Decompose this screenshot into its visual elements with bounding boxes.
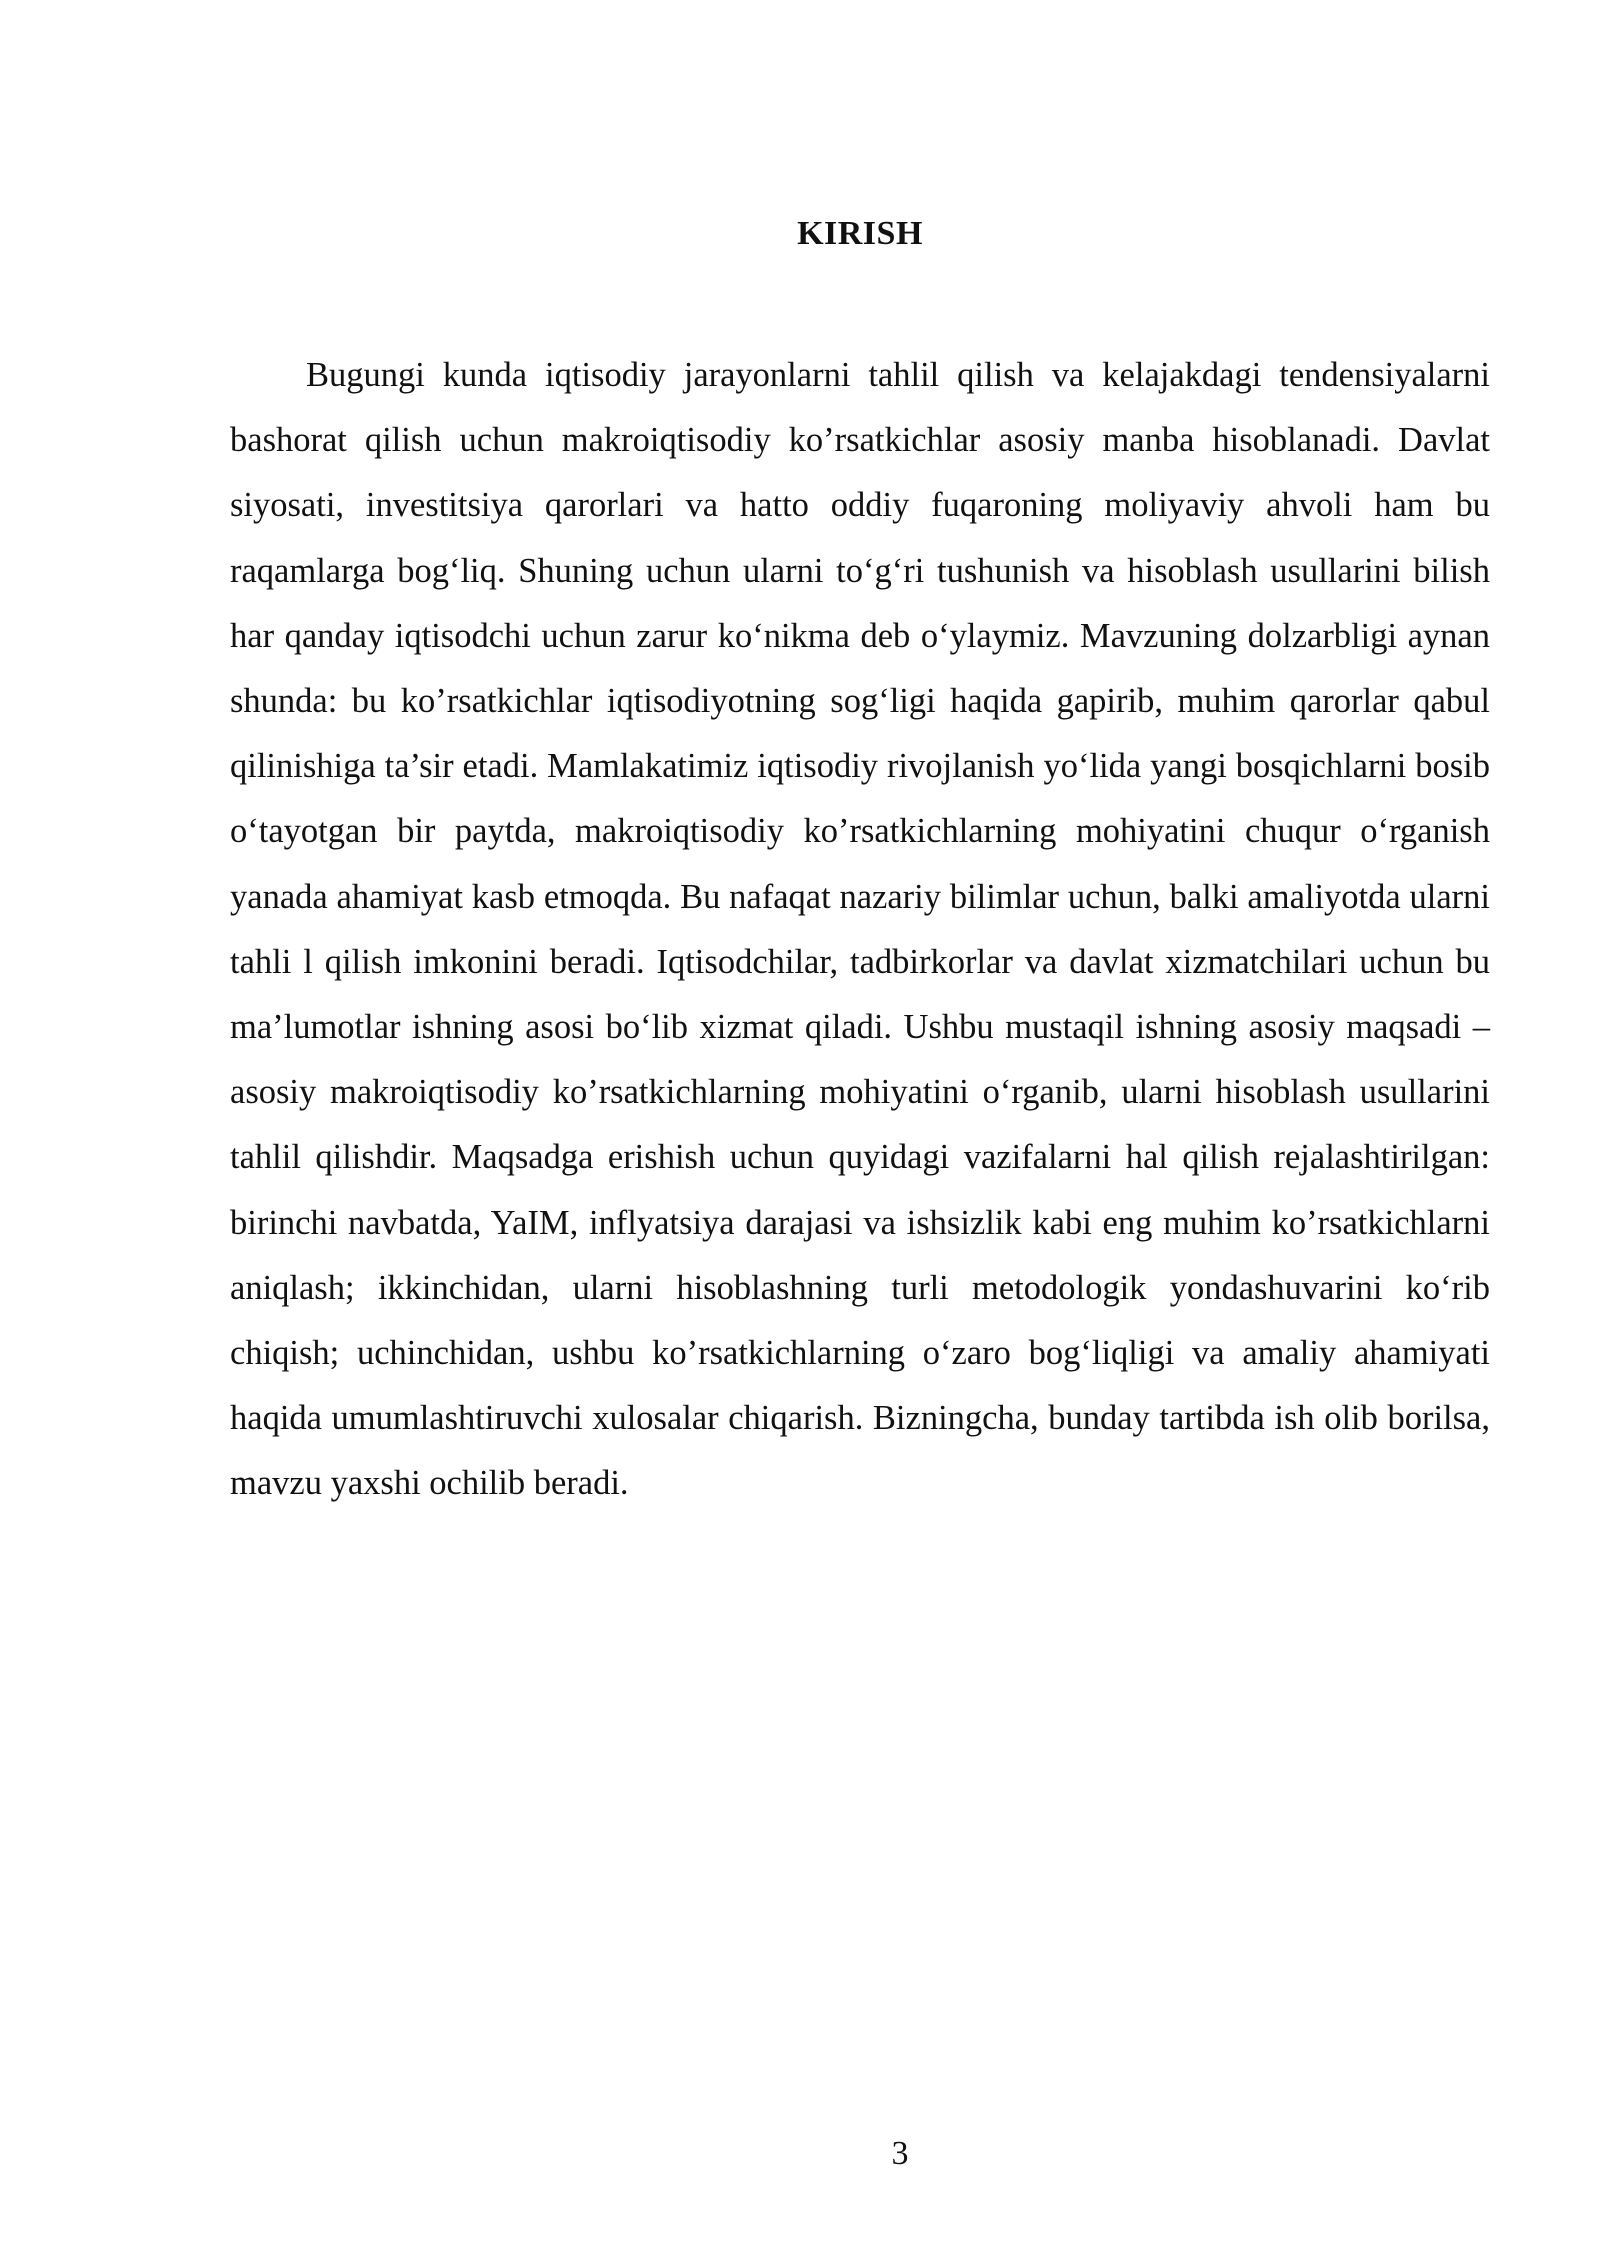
section-heading: KIRISH [797,215,923,252]
page-number: 3 [891,2135,909,2172]
introduction-paragraph: Bugungi kunda iqtisodiy jarayonlarni tahlil qilish va kelajakdagi tendensiyalarni bashorat qilish uchun makroiqtisodiy ko’rsatkichlar asosiy manba hisoblanadi. Davlat siyosati, investitsiya qarorlari va hatto oddiy fuqaroning moliyaviy ahvoli ham bu raqamlarga bog‘liq. Shuning uchun ularni to‘g‘ri tushunish va hisoblash usullarini bilish har qanday iqtisodchi uchun zarur ko‘nikma deb o‘ylaymiz. Mavzuning dolzarbligi aynan shunda: bu ko’rsatkichlar iqtisodiyotning sog‘ligi haqida gapirib, muhim qarorlar qabul qilinishiga ta’sir etadi. Mamlakatimiz iqtisodiy rivojlanish yo‘lida yangi bosqichlarni bosib o‘tayotgan bir paytda, makroiqtisodiy ko’rsatkichlarning mohiyatini chuqur o‘rganish yanada ahamiyat kasb etmoqda. Bu nafaqat nazariy bilimlar uchun, balki amaliyotda ularni tahli l qilish imkonini beradi. Iqtisodchilar, tadbirkorlar va davlat xizmatchilari uchun bu ma’lumotlar ishning asosi bo‘lib xizmat qiladi. Ushbu mustaqil ishning asosiy maqsadi – asosiy makroiqtisodiy ko’rsatkichlarning mohiyatini o‘rganib, ularni hisoblash usullarini tahlil qilishdir. Maqsadga erishish uchun quyidagi vazifalarni hal qilish rejalashtirilgan: birinchi navbatda, YaIM, inflyatsiya darajasi va ishsizlik kabi eng muhim ko’rsatkichlarni aniqlash; ikkinchidan, ularni hisoblashning turli metodologik yondashuvarini ko‘rib chiqish; uchinchidan, ushbu ko’rsatkichlarning o‘zaro bog‘liqligi va amaliy ahamiyati haqida umumlashtiruvchi xulosalar chiqarish. Bizningcha, bunday tartibda ish olib borilsa, mavzu yaxshi ochilib beradi. [230,356,1490,1503]
